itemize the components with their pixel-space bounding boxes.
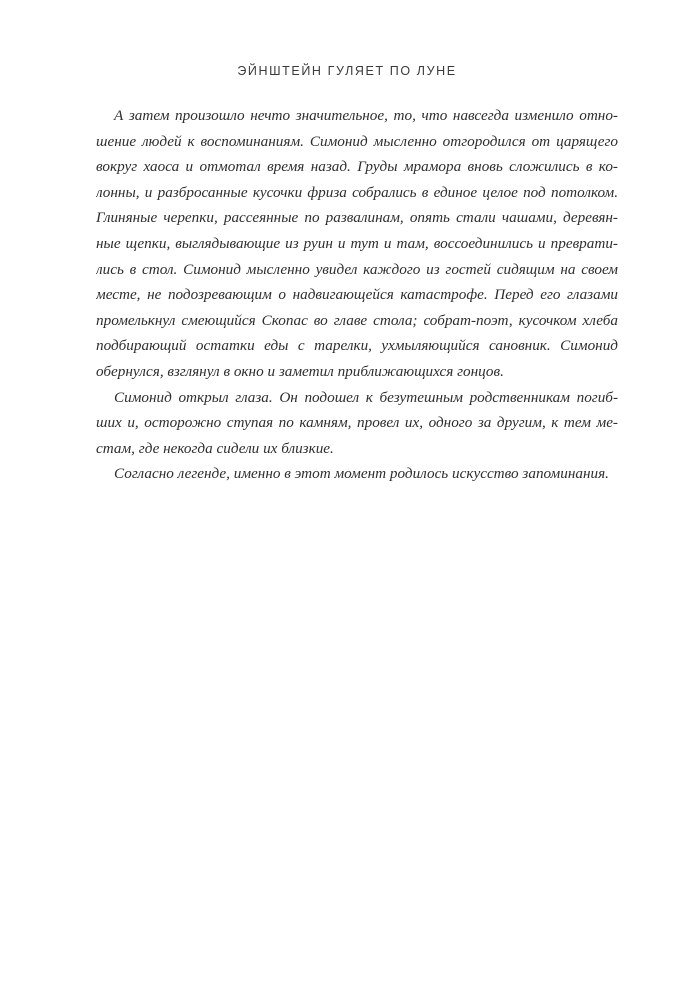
- text-line: промелькнул смеющийся Скопас во главе стола; собрат-поэт, кусочком хлеба: [96, 311, 618, 329]
- text-line: стам, где некогда сидели их близкие.: [96, 439, 334, 457]
- text-line: месте, не подозревающим о надвигающейся катастрофе. Перед его глазами: [96, 286, 618, 304]
- paragraph-2: [96, 385, 618, 462]
- text-line: А затем произошло нечто значительное, то, что навсегда изменило отно-: [114, 107, 618, 124]
- text-line: Согласно легенде, именно в этот момент родилось искусство запоминания.: [114, 465, 609, 483]
- text-line: лись в стол. Симонид мысленно увидел каждого из гостей сидящим на своем: [96, 260, 618, 278]
- paragraph-3: [96, 461, 618, 487]
- running-head: ЭЙНШТЕЙН ГУЛЯЕТ ПО ЛУНЕ: [237, 64, 457, 78]
- text-line: Симонид открыл глаза. Он подошел к безутешным родственникам погиб-: [114, 388, 618, 406]
- text-line: ших и, осторожно ступая по камням, провел их, одного за другим, к тем ме-: [96, 414, 618, 432]
- text-line: Глиняные черепки, рассеянные по развалинам, опять стали чашами, деревян-: [96, 209, 618, 227]
- text-line: лонны, и разбросанные кусочки фриза собрались в единое целое под потолком.: [96, 183, 618, 201]
- text-line: ные щепки, выглядывающие из руин и тут и там, воссоединились и преврати-: [96, 234, 618, 252]
- text-line: шение людей к воспоминаниям. Симонид мысленно отгородился от царящего: [96, 132, 618, 150]
- text-line: обернулся, взглянул в окно и заметил приближающихся гонцов.: [96, 362, 504, 380]
- text-line: вокруг хаоса и отмотал время назад. Груды мрамора вновь сложились в ко-: [96, 158, 618, 176]
- body-text: [96, 103, 618, 487]
- text-line: подбирающий остатки еды с тарелки, ухмыляющийся сановник. Симонид: [96, 337, 618, 355]
- paragraph-1: [96, 103, 618, 385]
